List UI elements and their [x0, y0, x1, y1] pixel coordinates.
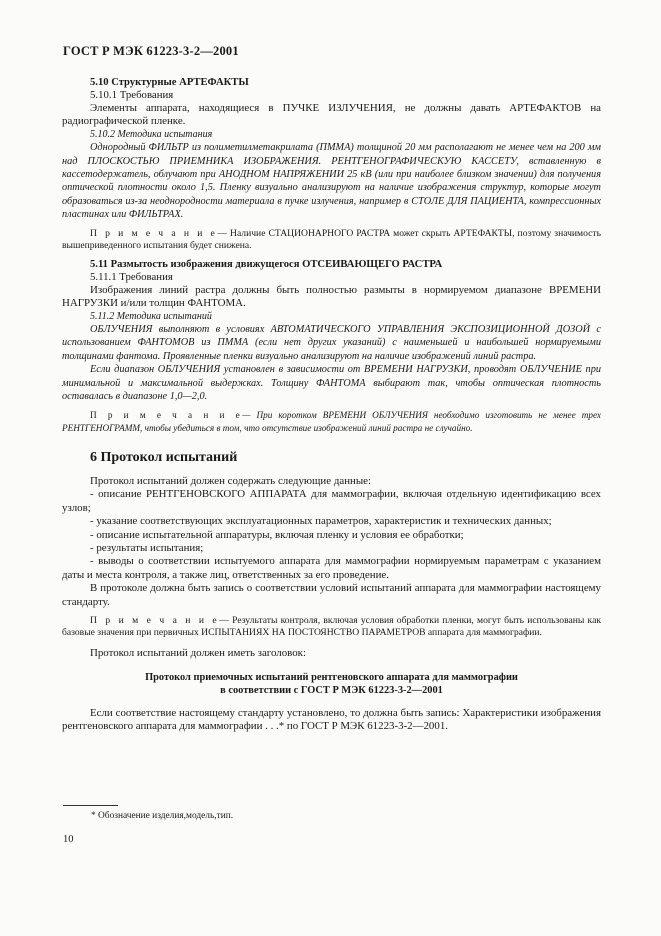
section-5-10-note	[62, 228, 601, 252]
section-5-10-title: 5.10 Структурные АРТЕФАКТЫ	[90, 77, 249, 88]
note-label: П р и м е ч а н и е	[90, 410, 243, 421]
section-5-11-2-text-1: ОБЛУЧЕНИЯ выполняют в условиях АВТОМАТИЧЕСКОГО УПРАВЛЕНИЯ ЭКСПОЗИЦИОННОЙ ДОЗОЙ с использованием ФАНТОМОВ из ПММА (если нет других указаний) с наименьшей и наибольшей нормируемыми толщинами фантома. Проявленные пленки визуально анализируют на наличие изображений линий растра.	[62, 324, 601, 362]
list-intro: Протокол испытаний должен содержать следующие данные:	[90, 474, 372, 487]
note-text: — При коротком ВРЕМЕНИ ОБЛУЧЕНИЯ необходимо изготовить не менее трех РЕНТГЕНОГРАММ, чтобы убедиться в том, что отсутствие изображений линий растра не случайно.	[62, 410, 601, 433]
section-5-11-2-text-2: Если диапазон ОБЛУЧЕНИЯ установлен в зависимости от ВРЕМЕНИ НАГРУЗКИ, проводят ОБЛУЧЕНИЕ при минимальной и максимальной выдержках. Толщину ФАНТОМА выбирают так, чтобы оптическая плотность оставалась в диапазоне 1,0—2,0.	[62, 364, 601, 403]
section-5-10-2-label: 5.10.2 Методика испытания	[90, 128, 213, 140]
note-text: — Результаты контроля, включая условия обработки пленки, могут быть использованы как базовые значения при первичных ИСПЫТАНИЯХ НА ПОСТОЯНСТВО ПАРАМЕТРОВ аппарата для маммографии.	[62, 614, 601, 639]
section-5-11-title: 5.11 Размытость изображения движущегося ОТСЕИВАЮЩЕГО РАСТРА	[90, 258, 443, 270]
protocol-content-list	[62, 475, 601, 609]
section-5-10-2-text: Однородный ФИЛЬТР из полиметилметакрилата (ПММА) толщиной 20 мм располагают не менее чем на 200 мм над ПЛОСКОСТЬЮ ПРИЕМНИКА ИЗОБРАЖЕНИЯ. РЕНТГЕНОГРАФИЧЕСКУЮ КАССЕТУ, вставленную в кассетодержатель, облучают при АНОДНОМ НАПРЯЖЕНИИ 25 кВ (или при наиболее близком значении) для получения оптической плотности около 1,5. Пленку визуально анализируют на наличие изображения структур, которые могут образоваться из-за неоднородности материала в пучке излучения, например в СТОЛЕ ДЛЯ ПАЦИЕНТА, компрессионных пластинах или ФИЛЬТРАХ.	[62, 142, 601, 221]
section-5-10-1-label: 5.10.1 Требования	[90, 89, 174, 101]
list-item: - выводы о соответствии испытуемого аппарата для маммографии нормируемым параметрам с указанием даты и места контроля, а также лиц, ответственных за его проведение.	[62, 555, 601, 581]
section-5-11-2-label: 5.11.2 Методика испытаний	[90, 310, 212, 322]
document-body	[62, 76, 601, 733]
footnote: * Обозначение изделия,модель,тип.	[91, 811, 234, 821]
section-5-11-note	[62, 409, 601, 433]
section-5-11-1-label: 5.11.1 Требования	[90, 270, 173, 283]
list-item: - указание соответствующих эксплуатационных параметров, характеристик и технических данных;	[90, 515, 552, 528]
note-label: П р и м е ч а н и е	[90, 614, 220, 626]
document-header: ГОСТ Р МЭК 61223-3-2—2001	[63, 44, 239, 58]
protocol-title-line-2: в соответствии с ГОСТ Р МЭК 61223-3-2—2001	[220, 684, 443, 696]
page-number: 10	[63, 834, 74, 845]
list-item: - описание РЕНТГЕНОВСКОГО АППАРАТА для маммографии, включая отдельную идентификацию всех узлов;	[62, 488, 601, 514]
note-label: П р и м е ч а н и е	[90, 227, 218, 239]
protocol-title-line-1: Протокол приемочных испытаний рентгеновского аппарата для маммографии	[145, 671, 518, 683]
list-item: - описание испытательной аппаратуры, включая пленку и условия ее обработки;	[90, 528, 464, 541]
final-text: Если соответствие настоящему стандарту установлено, то должна быть запись: Характеристики изображения рентгеновского аппарата для маммографии . . .* по ГОСТ Р МЭК 61223-3-2—2001.	[62, 706, 601, 732]
footnote-divider	[63, 805, 118, 806]
list-item: - результаты испытания;	[90, 541, 204, 554]
protocol-title	[62, 671, 601, 697]
note-text: — Наличие СТАЦИОНАРНОГО РАСТРА может скрыть АРТЕФАКТЫ, поэтому значимость вышеприведенного испытания будет снижена.	[62, 227, 601, 251]
section-6-note	[62, 615, 601, 639]
section-5-10-1-text: Элементы аппарата, находящиеся в ПУЧКЕ ИЗЛУЧЕНИЯ, не должны давать АРТЕФАКТОВ на радиографической пленке.	[62, 102, 601, 128]
section-6-title: 6 Протокол испытаний	[90, 449, 238, 465]
record-text: В протоколе должна быть запись о соответствии условий испытаний аппарата для маммографии настоящему стандарту.	[62, 582, 601, 608]
heading-intro: Протокол испытаний должен иметь заголовок:	[90, 647, 306, 660]
section-5-11-1-text: Изображения линий растра должны быть полностью размыты в нормируемом диапазоне ВРЕМЕНИ НАГРУЗКИ и/или толщин ФАНТОМА.	[62, 283, 601, 310]
